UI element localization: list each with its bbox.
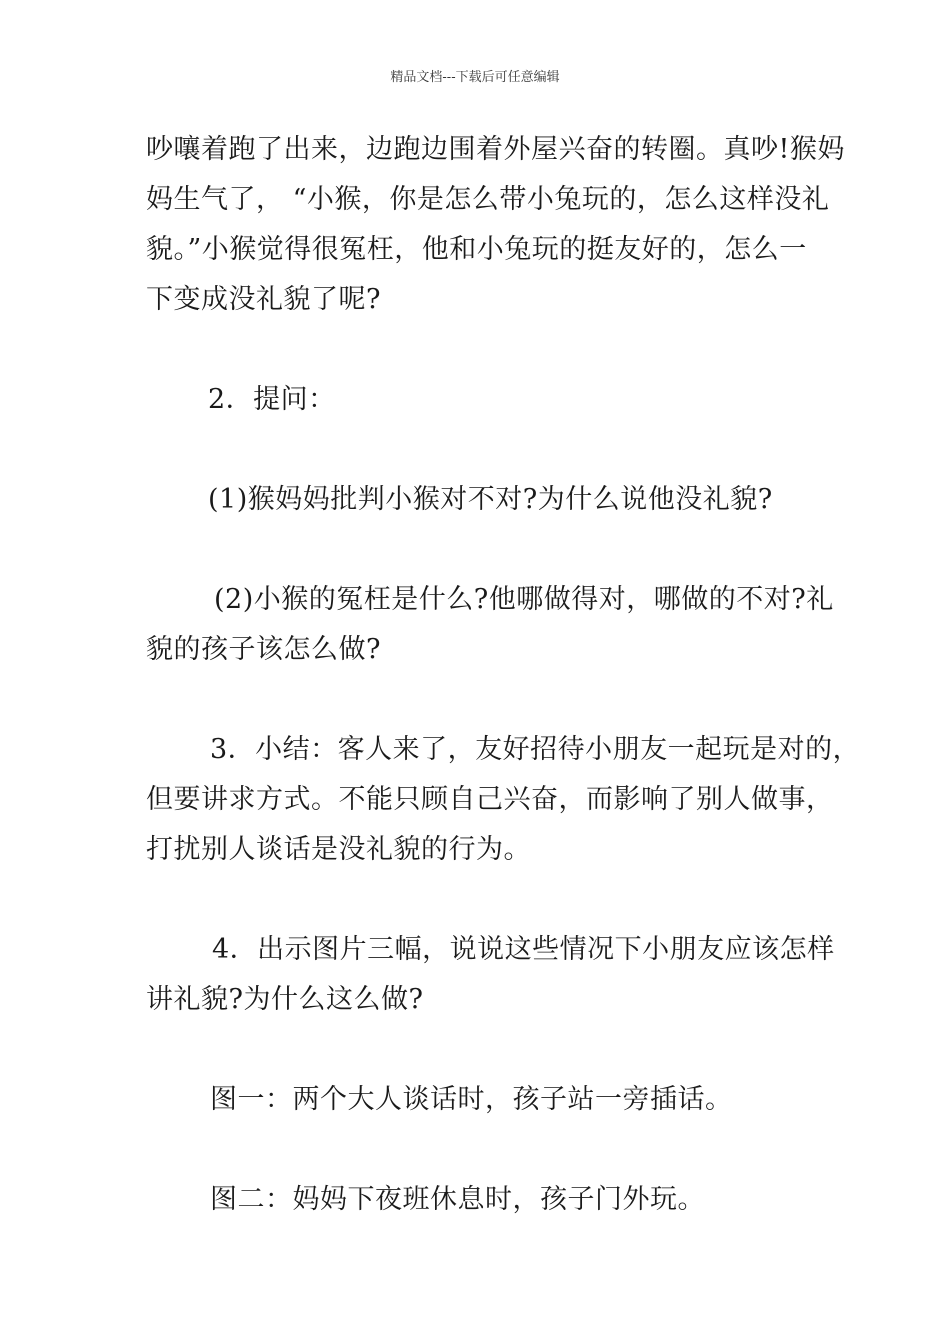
pictures-line-1: 4．出示图片三幅，说说这些情况下小朋友应该怎样	[212, 934, 835, 965]
summary-line-3: 打扰别人谈话是没礼貌的行为。	[146, 834, 531, 865]
story-line-1: 吵嚷着跑了出来，边跑边围着外屋兴奋的转圈。真吵!猴妈	[146, 134, 845, 165]
page-header: 精品文档---下载后可任意编辑	[390, 70, 560, 85]
story-line-3: 貌。”小猴觉得很冤枉，他和小兔玩的挺友好的，怎么一	[146, 234, 807, 265]
question-1: (1)猴妈妈批判小猴对不对?为什么说他没礼貌?	[208, 484, 773, 515]
figure-2-description: 图二：妈妈下夜班休息时，孩子门外玩。	[210, 1184, 705, 1215]
pictures-line-2: 讲礼貌?为什么这么做?	[146, 984, 424, 1015]
story-line-2: 妈生气了， “小猴，你是怎么带小兔玩的，怎么这样没礼	[146, 184, 830, 215]
story-line-4: 下变成没礼貌了呢?	[146, 284, 381, 315]
summary-line-1: 3．小结：客人来了，友好招待小朋友一起玩是对的，	[210, 734, 861, 765]
figure-1-description: 图一：两个大人谈话时，孩子站一旁插话。	[210, 1084, 733, 1115]
question-2-line-2: 貌的孩子该怎么做?	[146, 634, 381, 665]
summary-line-2: 但要讲求方式。不能只顾自己兴奋，而影响了别人做事，	[146, 784, 834, 815]
question-heading: 2．提问：	[208, 384, 336, 415]
question-2-line-1: (2)小猴的冤枉是什么?他哪做得对，哪做的不对?礼	[214, 584, 834, 615]
